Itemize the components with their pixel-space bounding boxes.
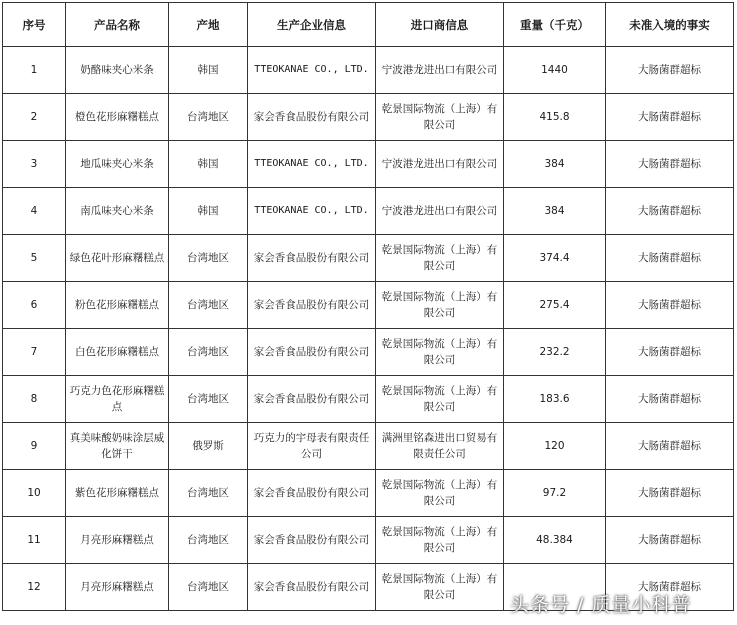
cell-importer: 乾景国际物流（上海）有限公司 (376, 376, 504, 423)
cell-origin: 俄罗斯 (169, 423, 248, 470)
cell-importer: 宁波港龙进出口有限公司 (376, 141, 504, 188)
header-weight: 重量（千克） (504, 3, 606, 47)
cell-importer: 乾景国际物流（上海）有限公司 (376, 470, 504, 517)
watermark: 头条号 / 质量小科普 (510, 594, 692, 616)
cell-index: 2 (3, 94, 66, 141)
cell-origin: 韩国 (169, 47, 248, 94)
cell-rejection-fact: 大肠菌群超标 (606, 282, 734, 329)
cell-index: 8 (3, 376, 66, 423)
table-row (3, 470, 734, 517)
cell-index: 1 (3, 47, 66, 94)
cell-weight: 275.4 (504, 282, 606, 329)
cell-manufacturer: 家会香食品股份有限公司 (248, 376, 376, 423)
cell-importer: 乾景国际物流（上海）有限公司 (376, 94, 504, 141)
cell-origin: 台湾地区 (169, 329, 248, 376)
cell-importer: 宁波港龙进出口有限公司 (376, 47, 504, 94)
cell-origin: 台湾地区 (169, 282, 248, 329)
table-row (3, 282, 734, 329)
cell-importer: 乾景国际物流（上海）有限公司 (376, 564, 504, 611)
cell-product-name: 月亮形麻糬糕点 (66, 517, 169, 564)
cell-rejection-fact: 大肠菌群超标 (606, 376, 734, 423)
cell-rejection-fact: 大肠菌群超标 (606, 141, 734, 188)
cell-origin: 台湾地区 (169, 235, 248, 282)
cell-rejection-fact: 大肠菌群超标 (606, 329, 734, 376)
cell-importer: 满洲里铭森进出口贸易有限责任公司 (376, 423, 504, 470)
cell-weight: 384 (504, 188, 606, 235)
cell-manufacturer: 家会香食品股份有限公司 (248, 517, 376, 564)
cell-manufacturer: 家会香食品股份有限公司 (248, 282, 376, 329)
cell-manufacturer: 家会香食品股份有限公司 (248, 235, 376, 282)
cell-weight: 48.384 (504, 517, 606, 564)
cell-importer: 乾景国际物流（上海）有限公司 (376, 329, 504, 376)
cell-weight: 97.2 (504, 470, 606, 517)
cell-rejection-fact: 大肠菌群超标 (606, 47, 734, 94)
cell-weight: 384 (504, 141, 606, 188)
cell-index: 5 (3, 235, 66, 282)
cell-index: 10 (3, 470, 66, 517)
cell-importer: 乾景国际物流（上海）有限公司 (376, 235, 504, 282)
cell-product-name: 绿色花叶形麻糬糕点 (66, 235, 169, 282)
cell-manufacturer: TTEOKANAE CO., LTD. (248, 47, 376, 94)
cell-manufacturer: 家会香食品股份有限公司 (248, 329, 376, 376)
table-row (3, 94, 734, 141)
cell-product-name: 真美味酸奶味涂层威化饼干 (66, 423, 169, 470)
cell-rejection-fact: 大肠菌群超标 (606, 470, 734, 517)
header-manufacturer: 生产企业信息 (248, 3, 376, 47)
table-row (3, 376, 734, 423)
cell-manufacturer: 巧克力的宇母表有限责任公司 (248, 423, 376, 470)
cell-importer: 宁波港龙进出口有限公司 (376, 188, 504, 235)
cell-index: 4 (3, 188, 66, 235)
table-row (3, 329, 734, 376)
cell-index: 11 (3, 517, 66, 564)
cell-origin: 台湾地区 (169, 517, 248, 564)
table-row (3, 188, 734, 235)
cell-index: 9 (3, 423, 66, 470)
cell-manufacturer: 家会香食品股份有限公司 (248, 94, 376, 141)
cell-weight: 1440 (504, 47, 606, 94)
cell-manufacturer: 家会香食品股份有限公司 (248, 564, 376, 611)
header-importer: 进口商信息 (376, 3, 504, 47)
cell-product-name: 橙色花形麻糬糕点 (66, 94, 169, 141)
cell-product-name: 奶酪味夹心米条 (66, 47, 169, 94)
table-header (3, 3, 734, 47)
cell-weight: 183.6 (504, 376, 606, 423)
header-rejection-fact: 未准入境的事实 (606, 3, 734, 47)
header-row (3, 3, 734, 47)
cell-rejection-fact: 大肠菌群超标 (606, 188, 734, 235)
cell-manufacturer: TTEOKANAE CO., LTD. (248, 141, 376, 188)
cell-product-name: 粉色花形麻糬糕点 (66, 282, 169, 329)
cell-weight: 120 (504, 423, 606, 470)
cell-origin: 台湾地区 (169, 94, 248, 141)
table-row (3, 47, 734, 94)
cell-weight: 232.2 (504, 329, 606, 376)
header-index: 序号 (3, 3, 66, 47)
cell-product-name: 巧克力色花形麻糬糕点 (66, 376, 169, 423)
cell-origin: 韩国 (169, 141, 248, 188)
cell-weight: 374.4 (504, 235, 606, 282)
rejected-imports-table (2, 2, 734, 611)
cell-rejection-fact: 大肠菌群超标 (606, 235, 734, 282)
table-row (3, 235, 734, 282)
cell-index: 6 (3, 282, 66, 329)
cell-index: 3 (3, 141, 66, 188)
cell-rejection-fact: 大肠菌群超标 (606, 517, 734, 564)
cell-rejection-fact: 大肠菌群超标 (606, 423, 734, 470)
cell-origin: 韩国 (169, 188, 248, 235)
cell-origin: 台湾地区 (169, 564, 248, 611)
cell-manufacturer: TTEOKANAE CO., LTD. (248, 188, 376, 235)
table-row (3, 141, 734, 188)
cell-product-name: 月亮形麻糬糕点 (66, 564, 169, 611)
cell-product-name: 地瓜味夹心米条 (66, 141, 169, 188)
cell-product-name: 南瓜味夹心米条 (66, 188, 169, 235)
cell-weight: 415.8 (504, 94, 606, 141)
header-product-name: 产品名称 (66, 3, 169, 47)
cell-rejection-fact: 大肠菌群超标 (606, 564, 734, 611)
table-body (3, 47, 734, 611)
cell-index: 7 (3, 329, 66, 376)
cell-importer: 乾景国际物流（上海）有限公司 (376, 517, 504, 564)
cell-product-name: 紫色花形麻糬糕点 (66, 470, 169, 517)
cell-index: 12 (3, 564, 66, 611)
table-row (3, 517, 734, 564)
cell-origin: 台湾地区 (169, 376, 248, 423)
cell-origin: 台湾地区 (169, 470, 248, 517)
cell-rejection-fact: 大肠菌群超标 (606, 94, 734, 141)
cell-product-name: 白色花形麻糬糕点 (66, 329, 169, 376)
table-row (3, 423, 734, 470)
cell-importer: 乾景国际物流（上海）有限公司 (376, 282, 504, 329)
cell-manufacturer: 家会香食品股份有限公司 (248, 470, 376, 517)
header-origin: 产地 (169, 3, 248, 47)
